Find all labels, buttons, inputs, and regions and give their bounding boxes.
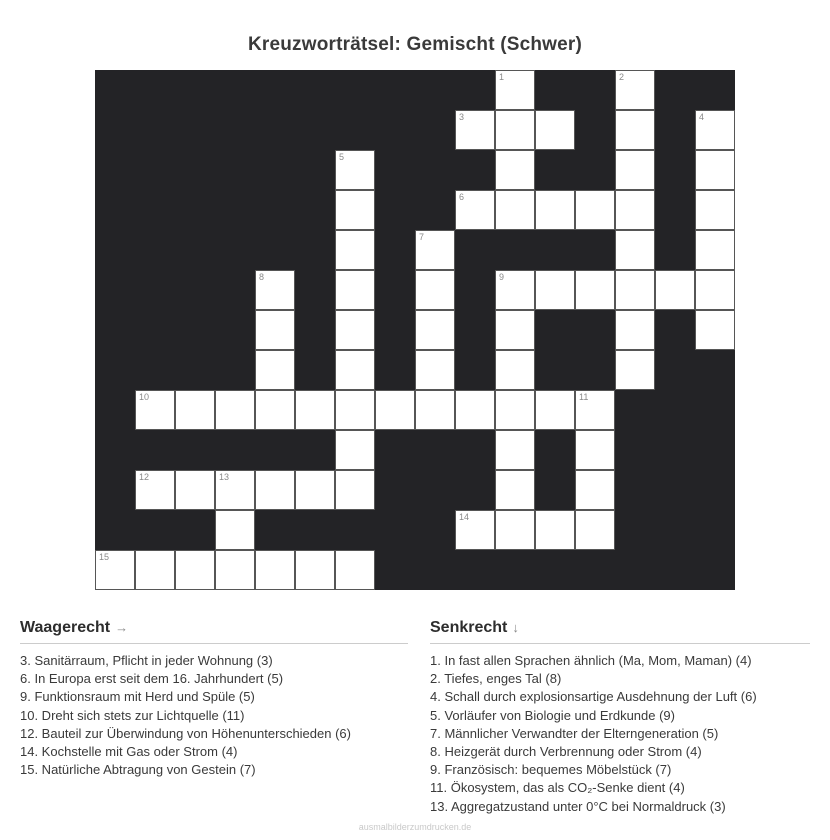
clue-item: 13. Aggregatzustand unter 0°C bei Normaldruck (3) [430, 798, 726, 814]
grid-cell[interactable] [495, 110, 535, 150]
grid-cell[interactable] [495, 430, 535, 470]
grid-cell[interactable] [575, 390, 615, 430]
down-heading-label: Senkrecht [430, 619, 508, 636]
grid-cell[interactable] [415, 390, 455, 430]
grid-cell[interactable] [575, 430, 615, 470]
grid-cell[interactable] [335, 430, 375, 470]
cell-number: 1 [499, 72, 505, 82]
grid-cell[interactable] [335, 230, 375, 270]
clue-item: 7. Männlicher Verwandter der Elterngeneration (5) [430, 725, 719, 741]
grid-cell[interactable] [335, 270, 375, 310]
grid-cell[interactable] [335, 470, 375, 510]
grid-cell[interactable] [655, 270, 695, 310]
clue-item: 3. Sanitärraum, Pflicht in jeder Wohnung (3) [20, 653, 273, 668]
grid-cell[interactable] [335, 350, 375, 390]
grid-cell[interactable] [415, 230, 455, 270]
cell-number: 13 [219, 472, 230, 482]
grid-cell[interactable] [535, 190, 575, 230]
cell-number: 9 [499, 272, 505, 282]
cell-number: 10 [139, 392, 150, 402]
grid-cell[interactable] [575, 270, 615, 310]
footer-credit: ausmalbilderzumdrucken.de [358, 822, 472, 832]
grid-cell[interactable] [255, 310, 295, 350]
grid-cell[interactable] [375, 390, 415, 430]
grid-cell[interactable] [455, 190, 495, 230]
grid-cell[interactable] [335, 390, 375, 430]
cell-number: 12 [139, 472, 150, 482]
right-arrow-icon: → [115, 620, 129, 635]
cell-number: 14 [459, 512, 470, 522]
grid-cell[interactable] [615, 190, 655, 230]
grid-cell[interactable] [495, 390, 535, 430]
grid-cell[interactable] [495, 270, 535, 310]
cell-number: 3 [459, 112, 465, 122]
grid-cell[interactable] [135, 550, 175, 590]
cell-number: 4 [699, 112, 705, 122]
down-arrow-icon: ↓ [512, 620, 519, 635]
clue-item: 2. Tiefes, enges Tal (8) [430, 671, 562, 687]
grid-cell[interactable] [615, 310, 655, 350]
grid-cell[interactable] [575, 510, 615, 550]
grid-cell[interactable] [335, 310, 375, 350]
grid-cell[interactable] [535, 510, 575, 550]
clue-item: 6. In Europa erst seit dem 16. Jahrhundert (5) [20, 671, 284, 687]
crossword-grid [95, 70, 735, 590]
grid-cell[interactable] [255, 390, 295, 430]
grid-cell[interactable] [495, 70, 535, 110]
clue-item: 9. Französisch: bequemes Möbelstück (7) [430, 762, 672, 778]
grid-cell[interactable] [335, 190, 375, 230]
clue-item: 11. Ökosystem, das als CO₂-Senke dient (4) [430, 780, 685, 796]
grid-cell[interactable] [615, 110, 655, 150]
clue-columns [20, 619, 810, 816]
down-heading [430, 619, 810, 644]
clue-item: 8. Heizgerät durch Verbrennung oder Strom (4) [430, 744, 702, 760]
grid-cell[interactable] [175, 470, 215, 510]
clue-item: 9. Funktionsraum mit Herd und Spüle (5) [20, 689, 255, 705]
grid-cell[interactable] [255, 470, 295, 510]
grid-cell[interactable] [255, 270, 295, 310]
grid-cell[interactable] [495, 190, 535, 230]
grid-cell[interactable] [135, 470, 175, 510]
cell-number: 7 [419, 232, 425, 242]
grid-cell[interactable] [455, 390, 495, 430]
across-clue-list [20, 652, 408, 779]
grid-cell[interactable] [415, 270, 455, 310]
cell-number: 5 [339, 152, 345, 162]
grid-cell[interactable] [695, 310, 735, 350]
cell-number: 11 [579, 392, 589, 402]
grid-cell[interactable] [295, 470, 335, 510]
grid-cell[interactable] [615, 230, 655, 270]
down-clues-section [430, 619, 810, 816]
grid-cell[interactable] [495, 350, 535, 390]
grid-cell[interactable] [255, 350, 295, 390]
grid-cell[interactable] [175, 390, 215, 430]
grid-cell[interactable] [615, 150, 655, 190]
clue-item: 1. In fast allen Sprachen ähnlich (Ma, Mom, Maman) (4) [430, 653, 752, 668]
grid-cell[interactable] [415, 310, 455, 350]
grid-cell[interactable] [535, 110, 575, 150]
across-heading-label: Waagerecht [20, 619, 111, 636]
grid-cell[interactable] [535, 390, 575, 430]
grid-cell[interactable] [575, 190, 615, 230]
grid-cell[interactable] [95, 550, 135, 590]
grid-cell[interactable] [695, 270, 735, 310]
grid-cell[interactable] [695, 110, 735, 150]
grid-cell[interactable] [295, 390, 335, 430]
cell-number: 2 [619, 72, 625, 82]
grid-cell[interactable] [615, 350, 655, 390]
cell-number: 6 [459, 192, 465, 202]
grid-cell[interactable] [495, 510, 535, 550]
cell-number: 15 [99, 552, 110, 562]
grid-cell[interactable] [335, 550, 375, 590]
grid-cell[interactable] [615, 270, 655, 310]
grid-cell[interactable] [495, 150, 535, 190]
cell-number: 8 [259, 272, 265, 282]
grid-cell[interactable] [495, 470, 535, 510]
grid-cell[interactable] [695, 230, 735, 270]
down-clue-list [430, 652, 810, 816]
grid-cell[interactable] [215, 470, 255, 510]
clue-item: 12. Bauteil zur Überwindung von Höhenunterschieden (6) [20, 725, 351, 741]
across-clues-section [20, 619, 408, 816]
grid-cell[interactable] [215, 390, 255, 430]
grid-cell[interactable] [415, 350, 455, 390]
grid-cell[interactable] [615, 70, 655, 110]
grid-cell[interactable] [295, 550, 335, 590]
clue-item: 10. Dreht sich stets zur Lichtquelle (11) [20, 707, 245, 723]
clue-item: 5. Vorläufer von Biologie und Erdkunde (9) [430, 707, 675, 723]
grid-cell[interactable] [575, 470, 615, 510]
grid-cell[interactable] [695, 150, 735, 190]
grid-cell[interactable] [455, 110, 495, 150]
grid-cell[interactable] [135, 390, 175, 430]
grid-cell[interactable] [335, 150, 375, 190]
grid-cell[interactable] [255, 550, 295, 590]
grid-cell[interactable] [695, 190, 735, 230]
grid-cell[interactable] [495, 310, 535, 350]
clue-item: 4. Schall durch explosionsartige Ausdehnung der Luft (6) [430, 689, 757, 705]
grid-cell[interactable] [215, 510, 255, 550]
clue-item: 14. Kochstelle mit Gas oder Strom (4) [20, 744, 238, 760]
grid-cell[interactable] [535, 270, 575, 310]
across-heading [20, 619, 408, 644]
grid-cell[interactable] [455, 510, 495, 550]
clue-item: 15. Natürliche Abtragung von Gestein (7) [20, 762, 256, 778]
grid-cell[interactable] [215, 550, 255, 590]
page-title: Kreuzworträtsel: Gemischt (Schwer) [247, 33, 583, 55]
grid-cell[interactable] [175, 550, 215, 590]
